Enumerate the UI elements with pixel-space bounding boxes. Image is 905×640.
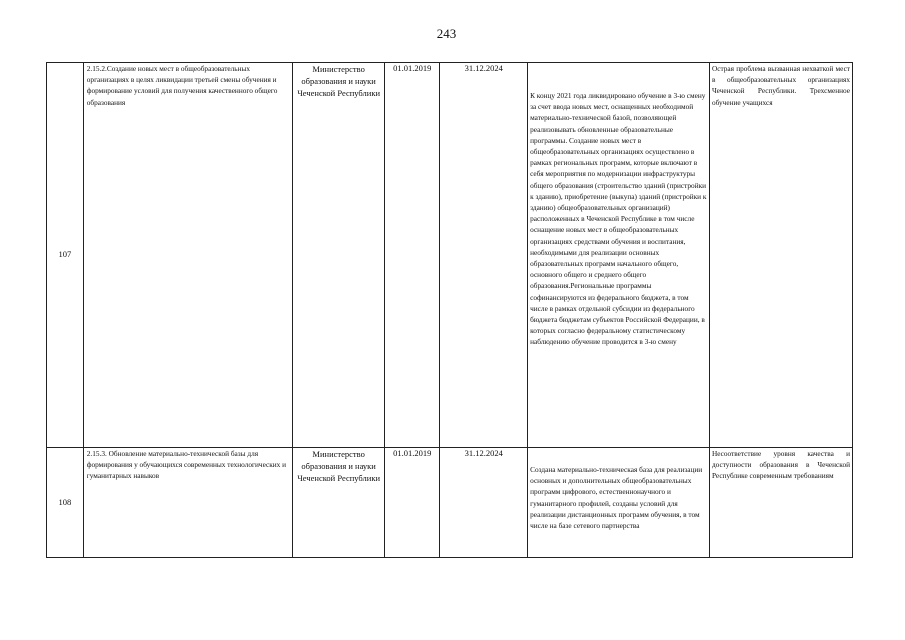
consequence-text: Острая проблема вызванная нехваткой мест в общеобразовательных организациях Чеченской Республики. Трехсменное обучение учащихся <box>711 64 850 107</box>
row-number: 108 <box>47 448 84 558</box>
executor-cell: Министерство образования и науки Чеченской Республики <box>293 63 385 448</box>
executor-cell: Министерство образования и науки Чеченской Республики <box>293 448 385 558</box>
end-date: 31.12.2024 <box>440 448 528 558</box>
measures-table <box>46 62 853 558</box>
consequence-text: Несоответствие уровня качества и доступности образования в Чеченской Республике современным требованиям <box>711 449 850 481</box>
expected-result <box>528 448 710 558</box>
end-date: 31.12.2024 <box>440 63 528 448</box>
page-number: 243 <box>436 26 457 41</box>
measure-name: 2.15.2.Создание новых мест в общеобразовательных организациях в целях ликвидации третьей смены обучения и формирование условий для получения качественного общего образования <box>83 63 292 448</box>
row-number: 107 <box>47 63 84 448</box>
expected-result <box>528 63 710 448</box>
consequence-cell <box>709 448 852 558</box>
measure-name: 2.15.3. Обновление материально-технической базы для формирования у обучающихся современных технологических и гуманитарных навыков <box>83 448 292 558</box>
table-row <box>47 448 853 558</box>
table-row <box>47 63 853 448</box>
consequence-cell <box>709 63 852 448</box>
expected-result-text: К концу 2021 года ликвидировано обучение в 3-ю смену за счет ввода новых мест, оснащенных необходимой материально-технической базой, позволяющей реализовывать обновленные образовательные программы. Создание новых мест в общеобразовательных организациях осуществлено в рамках региональных программ, которые включают в себя мероприятия по модернизации инфраструктуры общего образования (строительство зданий (пристройки к зданию), приобретение (выкупа) зданий (пристройки к зданию) общеобразовательных организаций) расположенных в Чеченской Республике в том числе оснащение новых мест в общеобразовательных организациях средствами обучения и воспитания, необходимыми для реализации основных образовательных программ начального общего, основного общего и среднего общего образования.Региональные программы софинансируются из федерального бюджета, в том числе в рамках отдельной субсидии из федерального бюджета бюджетам субъектов Российской Федерации, в которых согласно федеральному статистическому наблюдению обучение проводится в 3-ю смену <box>530 91 707 347</box>
start-date: 01.01.2019 <box>385 448 440 558</box>
expected-result-text: Создана материально-техническая база для реализации основных и дополнительных общеобразовательных программ цифрового, естественнонаучного и гуманитарного профилей, созданы условий для реализации дистанционных программ обучения, в том числе на базе сетевого партнерства <box>530 465 703 531</box>
start-date: 01.01.2019 <box>385 63 440 448</box>
